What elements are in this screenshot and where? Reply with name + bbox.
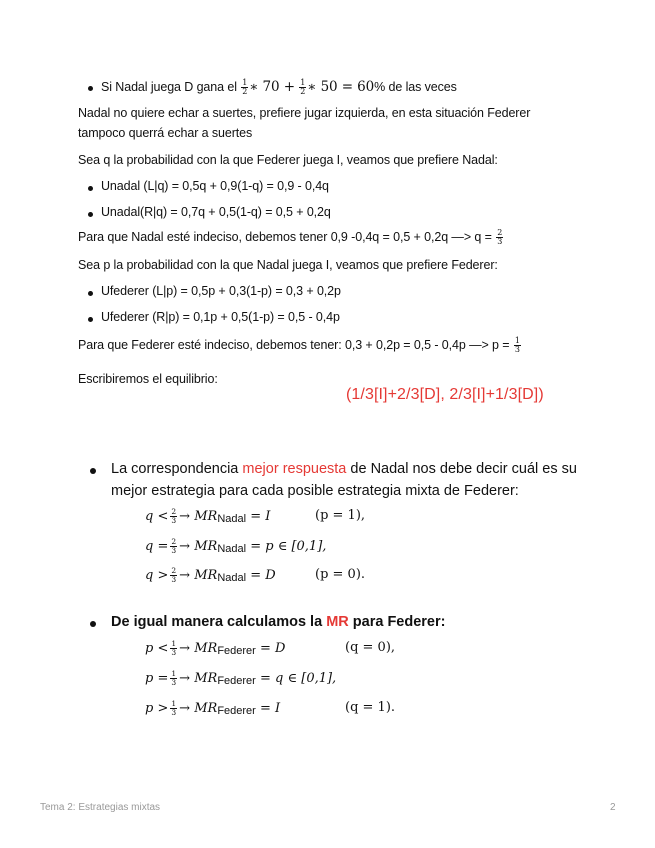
paragraph-6: Escribiremos el equilibrio: xyxy=(78,372,218,386)
fraction-num: 1 xyxy=(242,78,248,88)
bullet-dot xyxy=(88,186,93,191)
mr-symbol: MR xyxy=(194,701,218,716)
fraction xyxy=(514,337,521,354)
text: para Federer: xyxy=(352,614,446,630)
bullet-dot xyxy=(90,468,96,474)
variable: q xyxy=(145,568,154,583)
equals: = xyxy=(250,509,262,524)
relation: < xyxy=(157,641,169,656)
fraction-num: 1 xyxy=(171,699,177,708)
relation: = xyxy=(157,671,169,686)
bullet-dot xyxy=(88,317,93,322)
mr-symbol: MR xyxy=(194,509,218,524)
mr-subscript: Nadal xyxy=(217,572,247,584)
result: I xyxy=(275,701,281,716)
slide-nadal-intro-line1 xyxy=(111,461,577,477)
paragraph-1b: tampoco querrá echar a suertes xyxy=(78,126,253,140)
result: I xyxy=(265,509,271,524)
mr-symbol: MR xyxy=(194,539,218,554)
arrow: → xyxy=(179,539,191,554)
slide-federer-intro xyxy=(111,614,445,630)
fraction-den: 3 xyxy=(171,516,177,525)
result: p ∈ [0,1], xyxy=(265,539,327,554)
bullet-unadal-r: Unadal(R|q) = 0,7q + 0,5(1-q) = 0,5 + 0,2q xyxy=(101,205,331,219)
best-response-row xyxy=(145,639,396,657)
fraction-num: 2 xyxy=(171,537,177,546)
arrow: → xyxy=(179,509,191,524)
fraction-den: 3 xyxy=(171,708,177,717)
fraction xyxy=(170,538,177,555)
mr-subscript: Nadal xyxy=(217,513,247,525)
relation: = xyxy=(157,539,169,554)
bullet-nadal-d-payoff xyxy=(101,79,457,96)
fraction-den: 3 xyxy=(497,237,503,246)
fraction-num: 1 xyxy=(171,639,177,648)
text: de Nadal nos debe decir cuál es su xyxy=(350,461,577,477)
variable: p xyxy=(145,701,154,716)
best-response-row xyxy=(145,538,326,555)
text: Si Nadal juega D gana el xyxy=(101,80,237,94)
arrow: → xyxy=(179,671,191,686)
fraction-den: 3 xyxy=(171,678,177,687)
mr-symbol: MR xyxy=(194,641,218,656)
text: Para que Federer esté indeciso, debemos tener: 0,3 + 0,2p = 0,5 - 0,4p —> p = xyxy=(78,337,510,352)
fraction xyxy=(170,640,177,657)
mr-subscript: Federer xyxy=(217,705,256,717)
fraction-num: 2 xyxy=(497,228,503,237)
equals: = xyxy=(259,641,271,656)
bullet-dot xyxy=(88,212,93,217)
fraction xyxy=(170,670,177,687)
condition: (q = 1). xyxy=(345,700,396,715)
relation: > xyxy=(157,568,169,583)
arrow: → xyxy=(179,701,191,716)
mr-symbol: MR xyxy=(194,671,218,686)
best-response-row xyxy=(145,566,366,584)
bullet-dot xyxy=(90,621,96,627)
paragraph-1a: Nadal no quiere echar a suertes, prefiere jugar izquierda, en esta situación Federer xyxy=(78,106,531,120)
relation: > xyxy=(157,701,169,716)
variable: q xyxy=(145,509,154,524)
condition: (p = 1), xyxy=(315,508,366,523)
relation: < xyxy=(157,509,169,524)
mr-subscript: Nadal xyxy=(217,543,247,555)
result: D xyxy=(265,568,276,583)
condition: (q = 0), xyxy=(345,640,396,655)
bullet-dot xyxy=(88,86,93,91)
equilibrium-formula: (1/3[I]+2/3[D], 2/3[I]+1/3[D]) xyxy=(346,386,544,403)
text: % de las veces xyxy=(374,80,457,94)
mr-subscript: Federer xyxy=(217,645,256,657)
equals: = xyxy=(250,539,262,554)
equals: = xyxy=(259,671,271,686)
fraction-den: 3 xyxy=(171,648,177,657)
bullet-ufederer-l: Ufederer (L|p) = 0,5p + 0,3(1-p) = 0,3 + 0,2p xyxy=(101,284,341,298)
mr-symbol: MR xyxy=(194,568,218,583)
equals: = xyxy=(259,701,271,716)
paragraph-5 xyxy=(78,337,522,354)
fraction-den: 3 xyxy=(171,546,177,555)
bullet-dot xyxy=(88,291,93,296)
math-expr: ∗ 50 = 60 xyxy=(307,79,375,95)
math-expr: ∗ 70 + xyxy=(249,79,295,95)
footer-title: Tema 2: Estrategias mixtas xyxy=(40,802,161,813)
fraction xyxy=(170,567,177,584)
fraction-num: 1 xyxy=(300,78,306,88)
best-response-row xyxy=(145,507,366,525)
slide-nadal-intro-line2: mejor estrategia para cada posible estrategia mixta de Federer: xyxy=(111,483,519,499)
result: D xyxy=(275,641,286,656)
highlight-text: MR xyxy=(326,614,349,630)
fraction xyxy=(299,79,306,96)
best-response-row xyxy=(145,670,336,687)
best-response-row xyxy=(145,699,396,717)
fraction-num: 2 xyxy=(171,507,177,516)
paragraph-2: Sea q la probabilidad con la que Federer juega I, veamos que prefiere Nadal: xyxy=(78,153,498,167)
fraction-den: 2 xyxy=(300,87,306,97)
condition: (p = 0). xyxy=(315,567,366,582)
fraction-den: 3 xyxy=(514,345,520,354)
page-number: 2 xyxy=(610,802,616,813)
fraction xyxy=(496,229,503,246)
arrow: → xyxy=(179,568,191,583)
paragraph-3 xyxy=(78,229,504,246)
fraction xyxy=(241,79,248,96)
variable: q xyxy=(145,539,154,554)
fraction xyxy=(170,700,177,717)
fraction-den: 3 xyxy=(171,575,177,584)
bullet-ufederer-r: Ufederer (R|p) = 0,1p + 0,5(1-p) = 0,5 - 0,4p xyxy=(101,310,340,324)
fraction xyxy=(170,508,177,525)
fraction-num: 1 xyxy=(171,669,177,678)
text: De igual manera calculamos la xyxy=(111,614,323,630)
paragraph-4: Sea p la probabilidad con la que Nadal juega I, veamos que prefiere Federer: xyxy=(78,258,498,272)
fraction-den: 2 xyxy=(242,87,248,97)
fraction-num: 2 xyxy=(171,566,177,575)
variable: p xyxy=(145,641,154,656)
arrow: → xyxy=(179,641,191,656)
bullet-unadal-l: Unadal (L|q) = 0,5q + 0,9(1-q) = 0,9 - 0,4q xyxy=(101,179,329,193)
text: Para que Nadal esté indeciso, debemos tener 0,9 -0,4q = 0,5 + 0,2q —> q = xyxy=(78,229,492,244)
variable: p xyxy=(145,671,154,686)
text: La correspondencia xyxy=(111,461,239,477)
mr-subscript: Federer xyxy=(217,675,256,687)
fraction-num: 1 xyxy=(514,336,520,345)
highlight-text: mejor respuesta xyxy=(242,461,347,477)
equals: = xyxy=(250,568,262,583)
result: q ∈ [0,1], xyxy=(275,671,337,686)
